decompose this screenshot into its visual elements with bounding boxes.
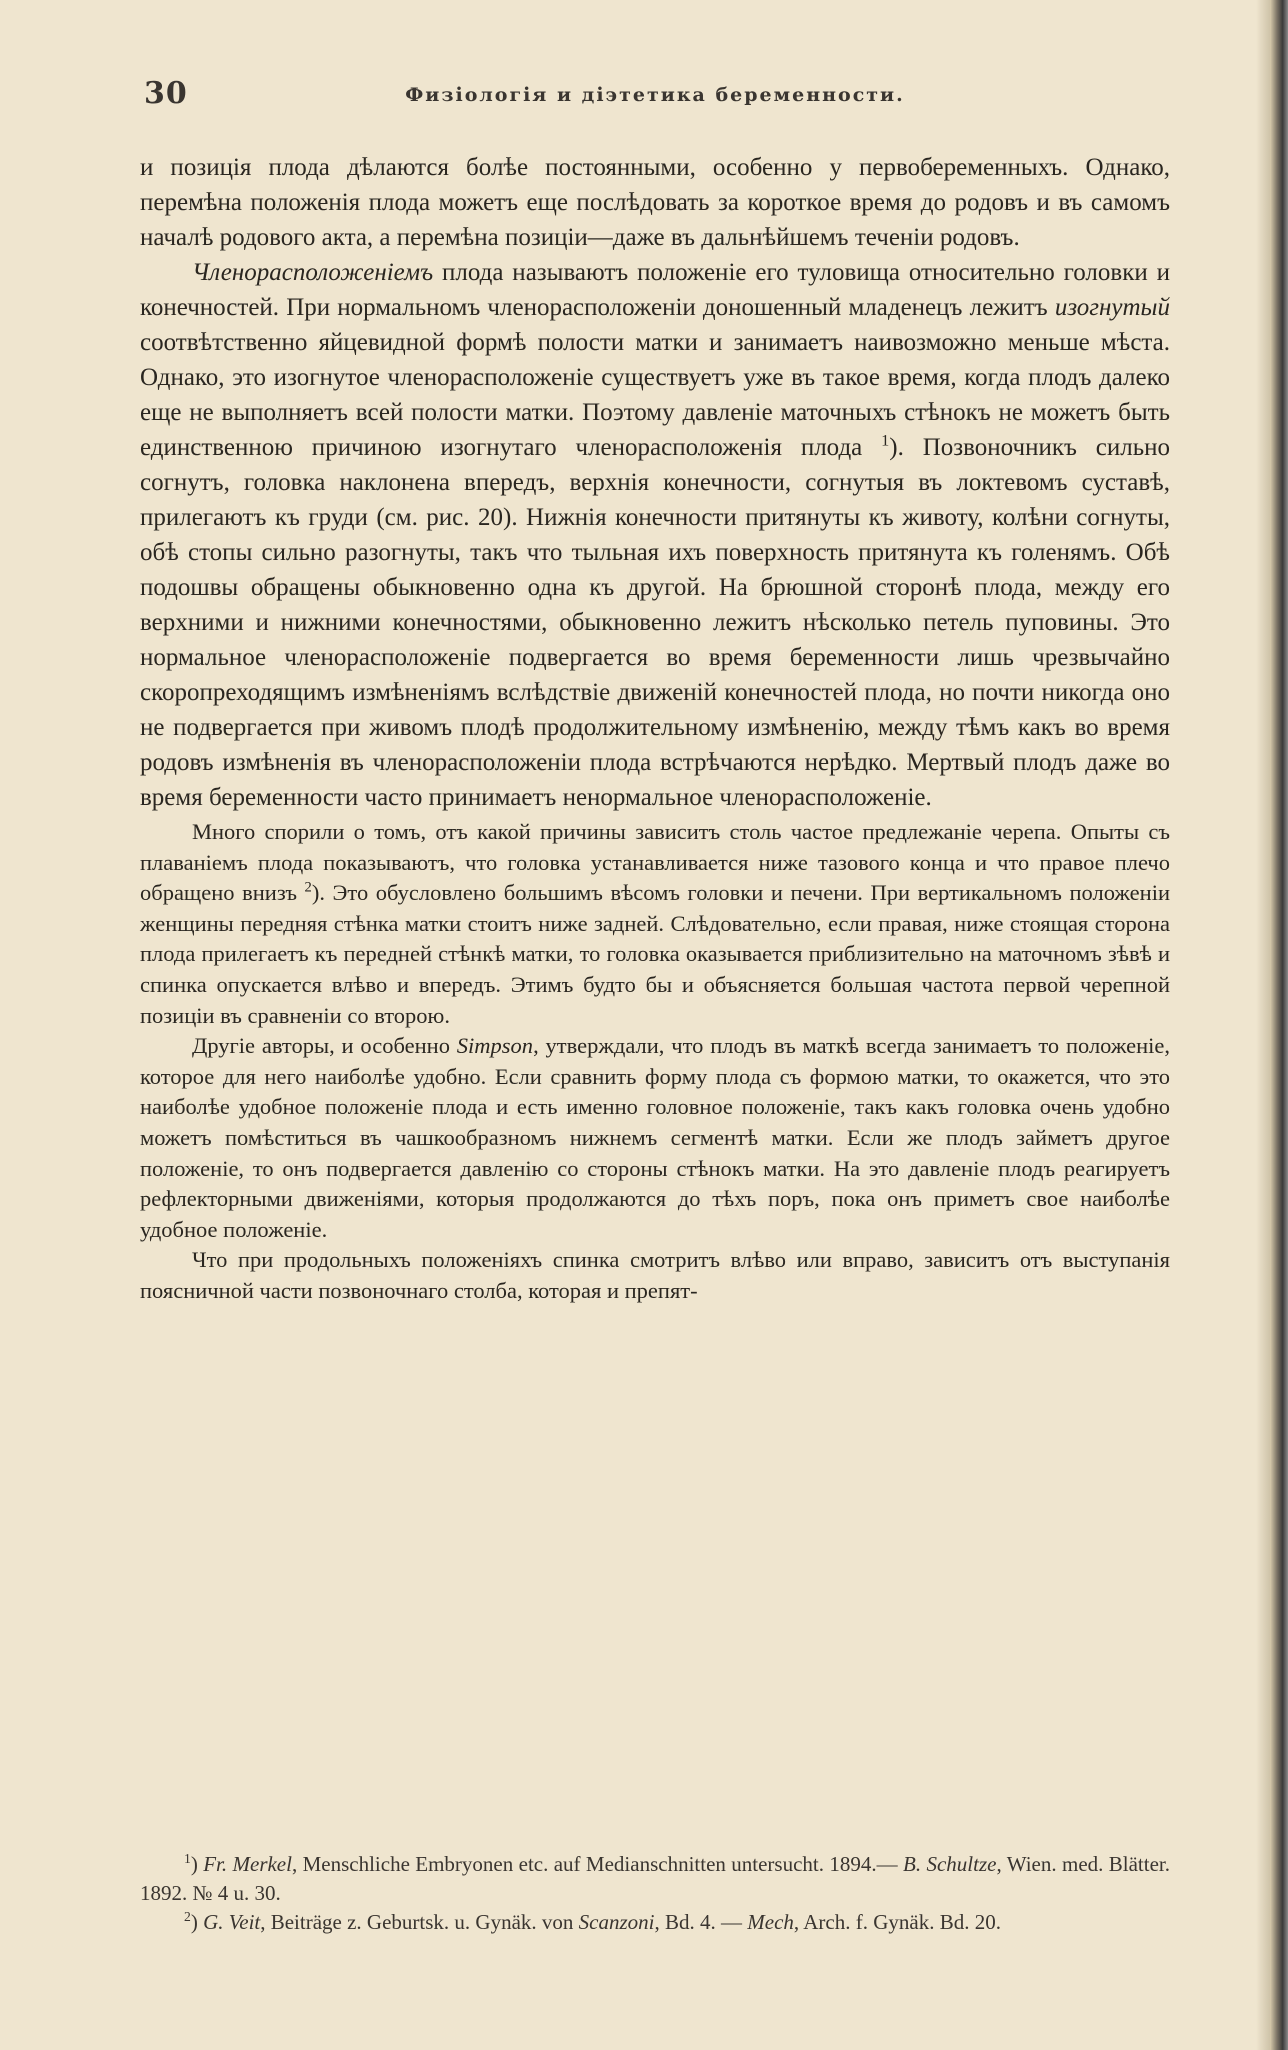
paragraph-5-text: Что при продольныхъ положеніяхъ спинка смотритъ влѣво или вправо, зависитъ отъ выступанія поясничной части позвоночнаго столба, которая и препят- — [140, 1247, 1170, 1303]
paragraph-2-text-b: соотвѣтственно яйцевидной формѣ полости матки и занимаетъ наивозможно меньше мѣста. Однако, это изогнутое членорасположеніе существуетъ уже въ такое время, когда плодъ далеко еще не выполняетъ всей полости матки. Поэтому давленіе маточныхъ стѣнокъ не можетъ быть единственною причиною изогнутаго членорасположенія плода — [140, 329, 1170, 461]
footnote-2-text-c: , Arch. f. Gynäk. Bd. 20. — [793, 1910, 1001, 1934]
paragraph-2-text-a: плода называютъ положеніе его туловища относительно головки и конечностей. При нормальномъ членорасположеніи доношенный младенецъ лежитъ — [140, 259, 1170, 321]
footnote-2-author: G. Veit — [203, 1910, 261, 1934]
footnote-1-author: Fr. Merkel — [203, 1852, 292, 1876]
footnote-1-text-a: , Menschliche Embryonen etc. auf Medianschnitten untersucht. 1894.— — [291, 1852, 904, 1876]
footnote-2-text-b: , Bd. 4. — — [654, 1910, 748, 1934]
footnotes — [140, 1850, 1170, 1937]
footnote-1-text-b: , Wien. med. Blätter. 1892. № 4 u. 30. — [140, 1852, 1171, 1905]
term-italic: Членорасположеніемъ — [192, 259, 434, 286]
paragraph-3-text-b: ). Это обусловлено большимъ вѣсомъ головки и печени. При вертикальномъ положеніи женщины передняя стѣнка матки стоитъ ниже задней. Слѣдовательно, если правая, ниже стоящая сторона плода прилегаетъ къ передней стѣнкѣ матки, то головка оказывается приблизительно на маточномъ зѣвѣ и спинка опускается влѣво и впередъ. Этимъ будто бы и объясняется большая частота первой черепной позиціи въ сравненіи со второю. — [140, 880, 1170, 1028]
footnote-2-author-2: Scanzoni — [578, 1910, 655, 1934]
paragraph-2 — [140, 255, 1170, 815]
paragraph-3 — [140, 817, 1170, 1031]
paragraph-2-text-c: ). Позвоночникъ сильно согнутъ, головка наклонена впередъ, верхнія конечности, согнутыя въ локтевомъ суставѣ, прилегаютъ къ груди (см. рис. 20). Нижнія конечности притянуты къ животу, колѣни согнуты, обѣ стопы сильно разогнуты, такъ что тыльная ихъ поверхность притянута къ голенямъ. Обѣ подошвы обращены обыкновенно одна къ другой. На брюшной сторонѣ плода, между его верхними и нижними конечностями, обыкновенно лежитъ нѣсколько петель пуповины. Это нормальное членорасположеніе подвергается во время беременности лишь чрезвычайно скоропреходящимъ измѣненіямъ вслѣдствіе движеній конечностей плода, но почти никогда оно не подвергается при живомъ плодѣ продолжительному измѣненію, между тѣмъ какъ во время родовъ измѣненія въ членорасположеніи плода встрѣчаются нерѣдко. Мертвый плодъ даже во время беременности часто принимаетъ ненормальное членорасположеніе. — [140, 434, 1170, 811]
paragraph-3-text-a: Много спорили о томъ, отъ какой причины зависитъ столь частое предлежаніе черепа. Опыты съ плаваніемъ плода показываютъ, что головка устанавливается ниже тазового конца и что правое плечо обращено внизъ — [140, 819, 1170, 906]
book-spine — [1270, 0, 1288, 2050]
paragraph-4-text-a: Другіе авторы, и особенно — [192, 1033, 457, 1059]
paragraph-1-text: и позиція плода дѣлаются болѣе постоянными, особенно у первобеременныхъ. Однако, перемѣна положенія плода можетъ еще послѣдовать за короткое время до родовъ и въ самомъ началѣ родового акта, а перемѣна позиціи—даже въ дальнѣйшемъ теченіи родовъ. — [140, 154, 1170, 251]
footnote-2-mark: 2 — [184, 1909, 191, 1924]
running-head: Физіологія и діэтетика беременности. — [405, 84, 905, 106]
emphasis-italic: изогнутый — [1054, 294, 1170, 321]
footnote-2-paren: ) — [190, 1910, 204, 1934]
paragraph-4-text-b: , утверждали, что плодъ въ маткѣ всегда занимаетъ то положеніе, которое для него наиболѣе удобно. Если сравнить форму плода съ формою матки, то окажется, что это наиболѣе удобное положеніе плода и есть именно головное положеніе, такъ какъ головка очень удобно можетъ помѣститься въ чашкообразномъ нижнемъ сегментѣ матки. Если же плодъ займетъ другое положеніе, то онъ подвергается давленію со стороны стѣнокъ матки. На это давленіе плодъ реагируетъ рефлекторными движеніями, которыя продолжаются до тѣхъ поръ, пока онъ приметъ свое наиболѣе удобное положеніе. — [140, 1033, 1170, 1242]
page-body — [140, 150, 1170, 1307]
page-gutter-shadow — [1256, 0, 1270, 2050]
footnote-1-paren: ) — [190, 1852, 204, 1876]
author-name-italic: Simpson — [456, 1033, 534, 1059]
footnote-1-mark: 1 — [184, 1851, 191, 1866]
footnote-1-author-2: B. Schultze — [903, 1852, 997, 1876]
paragraph-1 — [140, 150, 1170, 255]
footnote-ref-2: 2 — [304, 879, 312, 896]
page-header — [140, 72, 1170, 116]
footnote-2 — [140, 1908, 1170, 1937]
footnote-2-text-a: , Beiträge z. Geburtsk. u. Gynäk. von — [260, 1910, 579, 1934]
footnote-ref-1: 1 — [881, 431, 890, 450]
paragraph-4 — [140, 1031, 1170, 1245]
small-type-section — [140, 817, 1170, 1307]
large-type-section — [140, 150, 1170, 815]
footnote-2-author-3: Mech — [747, 1910, 794, 1934]
footnote-1 — [140, 1850, 1170, 1908]
paragraph-5 — [140, 1245, 1170, 1306]
page-number: 30 — [144, 76, 188, 111]
